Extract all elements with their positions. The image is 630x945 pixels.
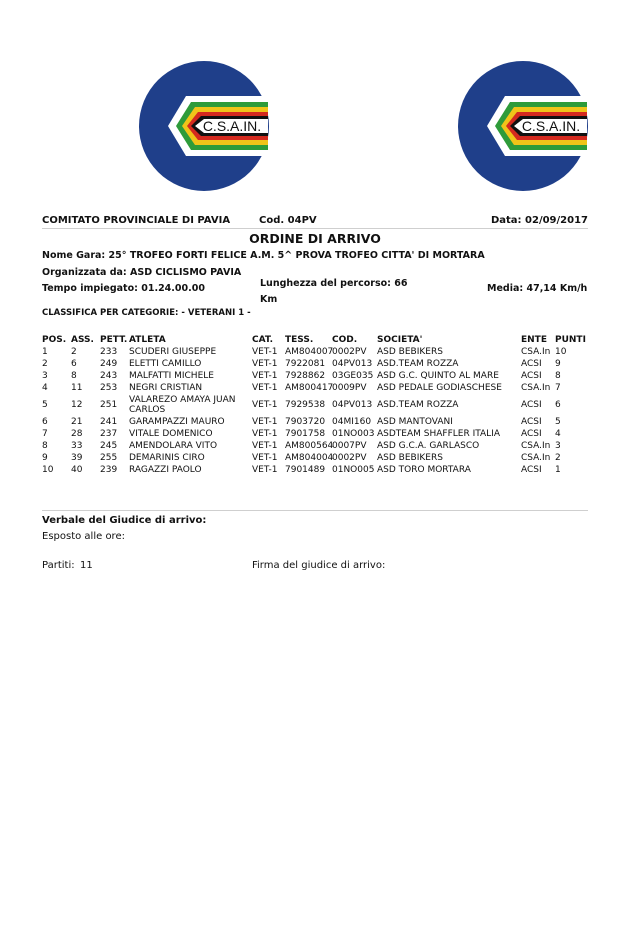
- row-3-ente: ACSI: [521, 371, 542, 381]
- column-header-cod: COD.: [332, 335, 358, 345]
- row-10-ente: ACSI: [521, 465, 542, 475]
- row-2-tess: 7922081: [285, 359, 326, 369]
- row-9-ass: 39: [71, 453, 83, 463]
- row-1-ente: CSA.In: [521, 347, 551, 357]
- race-average: Media: 47,14 Km/h: [487, 283, 588, 294]
- row-5-pett: 251: [100, 400, 118, 410]
- row-7-cod: 01NO003: [332, 429, 375, 439]
- row-2-cod: 04PV013: [332, 359, 373, 369]
- column-header-ente: ENTE: [521, 335, 547, 345]
- column-header-cat: CAT.: [252, 335, 274, 345]
- csain-logo-left: [138, 60, 270, 192]
- row-7-atleta: VITALE DOMENICO: [129, 429, 213, 439]
- column-header-tess: TESS.: [285, 335, 314, 345]
- row-9-societa: ASD BEBIKERS: [377, 453, 443, 463]
- column-header-pett: PETT.: [100, 335, 128, 345]
- csain-logo-right: [457, 60, 589, 192]
- row-4-pos: 4: [42, 383, 48, 393]
- row-1-tess: AM804007: [285, 347, 334, 357]
- row-4-societa: ASD PEDALE GODIASCHESE: [377, 383, 502, 393]
- header-divider: [42, 228, 588, 229]
- column-header-pos: POS.: [42, 335, 67, 345]
- row-2-atleta: ELETTI CAMILLO: [129, 359, 202, 369]
- row-10-cod: 01NO005: [332, 465, 375, 475]
- race-time: Tempo impiegato: 01.24.00.00: [42, 283, 205, 294]
- race-date: Data: 02/09/2017: [490, 215, 588, 226]
- row-8-cod: 0007PV: [332, 441, 367, 451]
- row-10-societa: ASD TORO MORTARA: [377, 465, 471, 475]
- row-1-cat: VET-1: [252, 347, 278, 357]
- row-9-punti: 2: [555, 453, 561, 463]
- row-8-pos: 8: [42, 441, 48, 451]
- row-8-ente: CSA.In: [521, 441, 551, 451]
- row-7-punti: 4: [555, 429, 561, 439]
- row-5-ente: ACSI: [521, 400, 542, 410]
- row-9-pett: 255: [100, 453, 118, 463]
- row-10-pos: 10: [42, 465, 54, 475]
- row-6-atleta: GARAMPAZZI MAURO: [129, 417, 225, 427]
- row-8-tess: AM800564: [285, 441, 334, 451]
- row-8-societa: ASD G.C.A. GARLASCO: [377, 441, 480, 451]
- column-header-ass: ASS.: [71, 335, 94, 345]
- row-9-cod: 0002PV: [332, 453, 367, 463]
- row-6-tess: 7903720: [285, 417, 326, 427]
- row-7-pos: 7: [42, 429, 48, 439]
- svg-text:C.S.A.IN.: C.S.A.IN.: [202, 118, 262, 134]
- row-6-cat: VET-1: [252, 417, 278, 427]
- row-6-ass: 21: [71, 417, 83, 427]
- committee-name: COMITATO PROVINCIALE DI PAVIA: [42, 215, 231, 226]
- row-1-punti: 10: [555, 347, 567, 357]
- row-9-ente: CSA.In: [521, 453, 551, 463]
- column-header-societa: SOCIETA': [377, 335, 423, 345]
- row-3-punti: 8: [555, 371, 561, 381]
- category-label: CLASSIFICA PER CATEGORIE: - VETERANI 1 -: [42, 308, 251, 318]
- row-4-pett: 253: [100, 383, 118, 393]
- race-name: Nome Gara: 25° TROFEO FORTI FELICE A.M. 5^ PROVA TROFEO CITTA' DI MORTARA: [42, 250, 485, 261]
- row-5-ass: 12: [71, 400, 83, 410]
- row-3-pett: 243: [100, 371, 118, 381]
- row-4-punti: 7: [555, 383, 561, 393]
- column-header-punti: PUNTI: [555, 335, 586, 345]
- firma-label: Firma del giudice di arrivo:: [252, 560, 386, 571]
- row-4-ass: 11: [71, 383, 83, 393]
- row-2-ente: ACSI: [521, 359, 542, 369]
- row-7-ass: 28: [71, 429, 83, 439]
- row-2-pett: 249: [100, 359, 118, 369]
- row-5-tess: 7929538: [285, 400, 326, 410]
- row-7-tess: 7901758: [285, 429, 326, 439]
- row-1-cod: 0002PV: [332, 347, 367, 357]
- row-5-pos: 5: [42, 400, 48, 410]
- row-7-ente: ACSI: [521, 429, 542, 439]
- verbale-label: Verbale del Giudice di arrivo:: [42, 515, 207, 526]
- row-9-cat: VET-1: [252, 453, 278, 463]
- row-4-tess: AM800417: [285, 383, 334, 393]
- row-9-tess: AM804004: [285, 453, 334, 463]
- row-9-pos: 9: [42, 453, 48, 463]
- row-3-cat: VET-1: [252, 371, 278, 381]
- footer-divider: [42, 510, 588, 511]
- partiti-value: 11: [80, 560, 93, 571]
- row-3-atleta: MALFATTI MICHELE: [129, 371, 214, 381]
- row-1-societa: ASD BEBIKERS: [377, 347, 443, 357]
- row-10-tess: 7901489: [285, 465, 326, 475]
- row-4-atleta: NEGRI CRISTIAN: [129, 383, 203, 393]
- row-5-cat: VET-1: [252, 400, 278, 410]
- row-4-cod: 0009PV: [332, 383, 367, 393]
- row-8-punti: 3: [555, 441, 561, 451]
- row-1-atleta: SCUDERI GIUSEPPE: [129, 347, 217, 357]
- row-4-cat: VET-1: [252, 383, 278, 393]
- row-1-pos: 1: [42, 347, 48, 357]
- row-2-ass: 6: [71, 359, 77, 369]
- row-2-pos: 2: [42, 359, 48, 369]
- row-6-societa: ASD MANTOVANI: [377, 417, 453, 427]
- row-8-atleta: AMENDOLARA VITO: [129, 441, 218, 451]
- row-4-ente: CSA.In: [521, 383, 551, 393]
- row-10-cat: VET-1: [252, 465, 278, 475]
- row-2-punti: 9: [555, 359, 561, 369]
- row-6-ente: ACSI: [521, 417, 542, 427]
- row-6-pett: 241: [100, 417, 118, 427]
- row-8-ass: 33: [71, 441, 83, 451]
- row-2-cat: VET-1: [252, 359, 278, 369]
- row-5-cod: 04PV013: [332, 400, 373, 410]
- row-10-ass: 40: [71, 465, 83, 475]
- row-3-pos: 3: [42, 371, 48, 381]
- row-7-cat: VET-1: [252, 429, 278, 439]
- row-3-cod: 03GE035: [332, 371, 374, 381]
- row-8-cat: VET-1: [252, 441, 278, 451]
- svg-text:C.S.A.IN.: C.S.A.IN.: [521, 118, 581, 134]
- race-code: Cod. 04PV: [259, 215, 317, 226]
- row-3-tess: 7928862: [285, 371, 326, 381]
- race-length-unit: Km: [260, 294, 278, 305]
- row-6-punti: 5: [555, 417, 561, 427]
- row-1-ass: 2: [71, 347, 77, 357]
- partiti-label: Partiti:: [42, 560, 75, 571]
- row-6-cod: 04MI160: [332, 417, 372, 427]
- column-header-atleta: ATLETA: [129, 335, 166, 345]
- row-2-societa: ASD.TEAM ROZZA: [377, 359, 459, 369]
- row-7-pett: 237: [100, 429, 118, 439]
- row-10-punti: 1: [555, 465, 561, 475]
- row-1-pett: 233: [100, 347, 118, 357]
- row-3-societa: ASD G.C. QUINTO AL MARE: [377, 371, 499, 381]
- row-10-pett: 239: [100, 465, 118, 475]
- row-3-ass: 8: [71, 371, 77, 381]
- row-6-pos: 6: [42, 417, 48, 427]
- row-8-pett: 245: [100, 441, 118, 451]
- row-7-societa: ASDTEAM SHAFFLER ITALIA: [377, 429, 501, 439]
- row-10-atleta: RAGAZZI PAOLO: [129, 465, 202, 475]
- row-5-societa: ASD.TEAM ROZZA: [377, 400, 459, 410]
- race-length: Lunghezza del percorso: 66: [260, 278, 408, 289]
- esposto-label: Esposto alle ore:: [42, 531, 125, 542]
- row-5-punti: 6: [555, 400, 561, 410]
- row-9-atleta: DEMARINIS CIRO: [129, 453, 205, 463]
- race-organizer: Organizzata da: ASD CICLISMO PAVIA: [42, 267, 242, 278]
- page-title: ORDINE DI ARRIVO: [249, 231, 381, 246]
- row-5-atleta: VALAREZO AMAYA JUAN CARLOS: [129, 395, 236, 415]
